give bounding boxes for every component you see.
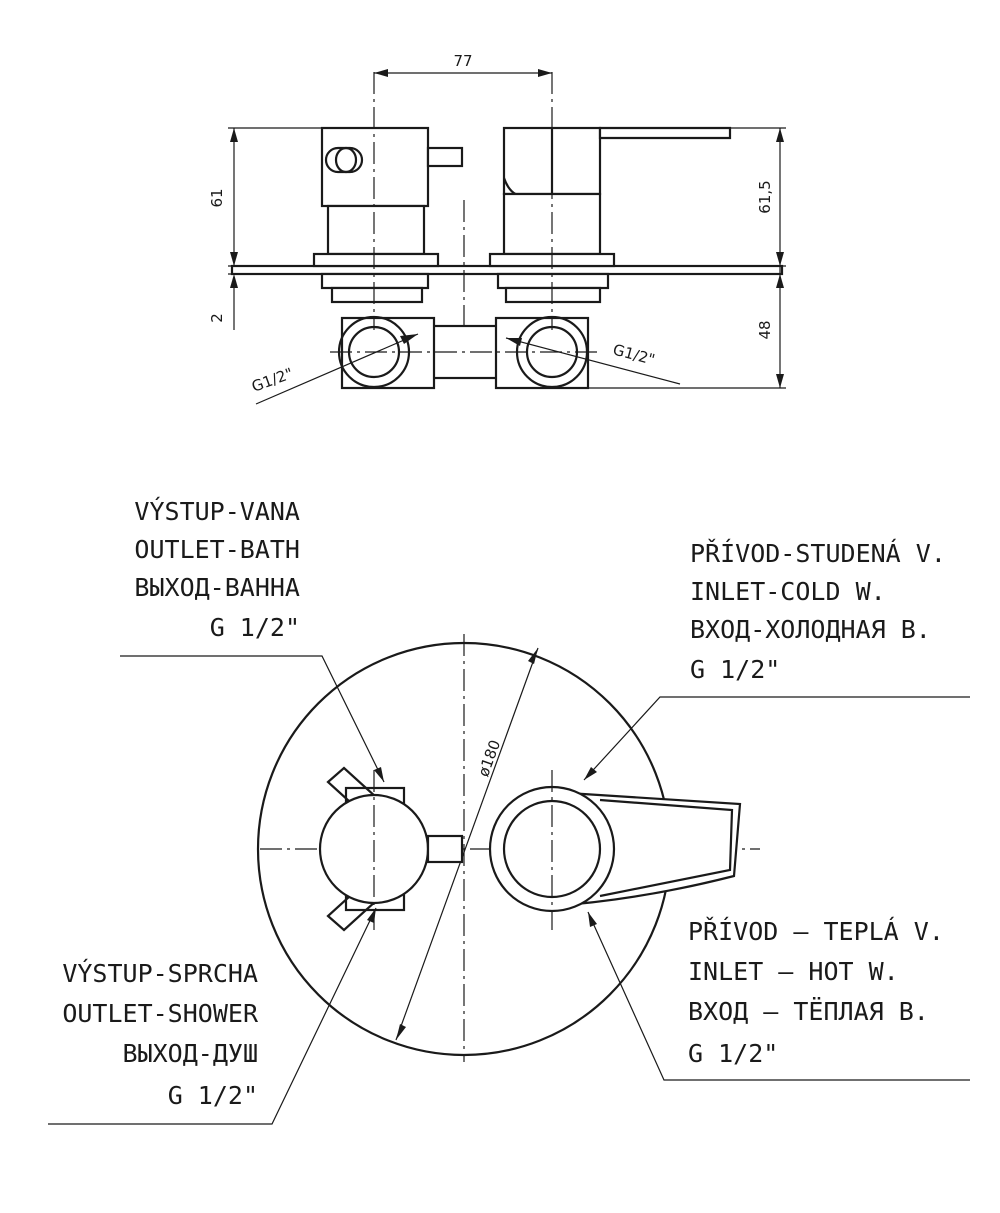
dim-48-label: 48 — [756, 320, 774, 340]
outlet-bath-ru: ВЫХОД-ВАННА — [134, 573, 300, 602]
thread-right-label: G1/2" — [610, 340, 657, 369]
outlet-bath-callout — [120, 497, 384, 782]
inlet-hot-en: INLET – HOT W. — [688, 957, 899, 986]
thread-left-label: G1/2" — [249, 364, 296, 396]
dim-77-label: 77 — [453, 52, 473, 70]
front-view — [48, 497, 970, 1124]
outlet-bath-thread: G 1/2" — [209, 613, 300, 642]
inlet-hot-thread: G 1/2" — [688, 1039, 779, 1068]
diameter-label: ø180 — [474, 737, 505, 780]
inlet-cold-cz: PŘÍVOD-STUDENÁ V. — [690, 539, 946, 568]
dimension-height-left — [208, 128, 322, 330]
dim-2-label: 2 — [208, 313, 226, 323]
outlet-shower-ru: ВЫХОД-ДУШ — [122, 1039, 258, 1068]
diverter-cross-handle — [320, 768, 462, 930]
wall-plate — [232, 266, 782, 274]
inlet-cold-ru: ВХОД-ХОЛОДНАЯ В. — [690, 615, 931, 644]
side-view — [208, 52, 786, 404]
inlet-cold-en: INLET-COLD W. — [690, 577, 886, 606]
inlet-hot-callout — [588, 912, 970, 1080]
mixer-lever-handle — [490, 770, 740, 930]
outlet-shower-thread: G 1/2" — [167, 1081, 258, 1110]
right-mixer-body — [490, 128, 730, 302]
dim-61-label: 61 — [208, 188, 226, 208]
outlet-bath-cz: VÝSTUP-VANA — [134, 497, 300, 526]
dim-61-5-label: 61,5 — [756, 180, 774, 214]
inlet-hot-ru: ВХОД – ТЁПЛАЯ В. — [688, 997, 929, 1026]
outlet-shower-cz: VÝSTUP-SPRCHA — [62, 959, 258, 988]
inlet-hot-cz: PŘÍVOD – TEPLÁ V. — [688, 917, 944, 946]
outlet-shower-callout — [48, 908, 376, 1124]
outlet-shower-en: OUTLET-SHOWER — [62, 999, 258, 1028]
dimension-width — [374, 52, 552, 77]
inlet-cold-thread: G 1/2" — [690, 655, 781, 684]
left-diverter-body — [314, 128, 462, 302]
outlet-bath-en: OUTLET-BATH — [134, 535, 300, 564]
